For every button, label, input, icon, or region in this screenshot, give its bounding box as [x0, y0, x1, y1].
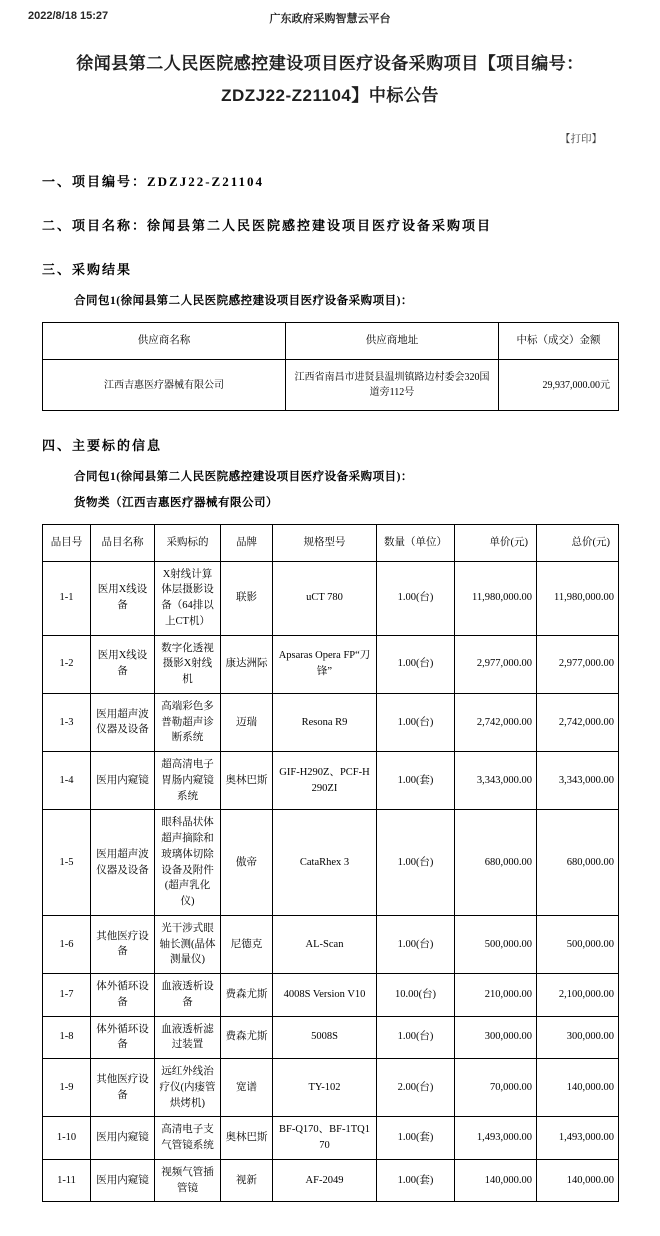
item-no-cell: 1-1 [43, 561, 91, 635]
quantity-cell: 1.00(台) [377, 561, 455, 635]
item-no-cell: 1-3 [43, 693, 91, 751]
item-name-cell: 医用X线设备 [91, 561, 155, 635]
contract-package-line-subject: 合同包1(徐闻县第二人民医院感控建设项目医疗设备采购项目)： [74, 471, 413, 484]
unit-price-cell: 210,000.00 [455, 974, 537, 1017]
item-name-cell: 医用X线设备 [91, 635, 155, 693]
total-price-cell: 2,977,000.00 [537, 635, 619, 693]
quantity-cell: 10.00(台) [377, 974, 455, 1017]
item-no-cell: 1-10 [43, 1117, 91, 1160]
spec-model-cell: uCT 780 [273, 561, 377, 635]
item-no-cell: 1-7 [43, 974, 91, 1017]
brand-cell: 宽谱 [221, 1059, 273, 1117]
procurement-target-cell: 远红外线治疗仪(内瘘管烘烤机) [155, 1059, 221, 1117]
spec-model-cell: TY-102 [273, 1059, 377, 1117]
procurement-target-cell: 眼科晶状体超声摘除和玻璃体切除设备及附件(超声乳化仪) [155, 810, 221, 916]
procurement-target-cell: 血液透析滤过装置 [155, 1016, 221, 1059]
items-header-row [43, 524, 619, 561]
procurement-target-cell: 高清电子支气管镜系统 [155, 1117, 221, 1160]
procurement-target-cell: 高端彩色多普勒超声诊断系统 [155, 693, 221, 751]
total-price-cell: 2,742,000.00 [537, 693, 619, 751]
item-row [43, 561, 619, 635]
section-project-number: 一、项目编号：ZDZJ22-Z21104 [42, 173, 265, 189]
item-row [43, 1016, 619, 1059]
col-spec-model: 规格型号 [273, 524, 377, 561]
item-no-cell: 1-8 [43, 1016, 91, 1059]
goods-category-line: 货物类（江西吉惠医疗器械有限公司） [74, 496, 278, 509]
total-price-cell: 500,000.00 [537, 915, 619, 973]
unit-price-cell: 70,000.00 [455, 1059, 537, 1117]
brand-cell: 费森尤斯 [221, 1016, 273, 1059]
unit-price-cell: 680,000.00 [455, 810, 537, 916]
col-award-amount: 中标（成交）金额 [499, 323, 619, 360]
section-project-name: 二、项目名称：徐闻县第二人民医院感控建设项目医疗设备采购项目 [42, 217, 493, 233]
item-row [43, 635, 619, 693]
quantity-cell: 1.00(台) [377, 915, 455, 973]
supplier-table [42, 322, 619, 411]
page-title: 徐闻县第二人民医院感控建设项目医疗设备采购项目【项目编号：ZDZJ22-Z21104】中标公告 [76, 54, 584, 106]
quantity-cell: 1.00(台) [377, 1016, 455, 1059]
unit-price-cell: 2,742,000.00 [455, 693, 537, 751]
quantity-cell: 1.00(套) [377, 752, 455, 810]
quantity-cell: 1.00(套) [377, 1159, 455, 1202]
item-row [43, 1059, 619, 1117]
spec-model-cell: CataRhex 3 [273, 810, 377, 916]
total-price-cell: 3,343,000.00 [537, 752, 619, 810]
col-quantity-unit: 数量（单位） [377, 524, 455, 561]
col-unit-price: 单价(元) [455, 524, 537, 561]
print-timestamp: 2022/8/18 15:27 [28, 10, 109, 22]
quantity-cell: 1.00(台) [377, 693, 455, 751]
col-total-price: 总价(元) [537, 524, 619, 561]
col-item-no: 品目号 [43, 524, 91, 561]
contract-package-line-result: 合同包1(徐闻县第二人民医院感控建设项目医疗设备采购项目)： [74, 295, 413, 308]
procurement-target-cell: 血液透析设备 [155, 974, 221, 1017]
item-name-cell: 体外循环设备 [91, 1016, 155, 1059]
print-header-bar [28, 10, 632, 26]
brand-cell: 迈瑞 [221, 693, 273, 751]
spec-model-cell: GIF-H290Z、PCF-H290ZI [273, 752, 377, 810]
procurement-target-cell: 数字化透视摄影X射线机 [155, 635, 221, 693]
brand-cell: 联影 [221, 561, 273, 635]
item-name-cell: 其他医疗设备 [91, 1059, 155, 1117]
item-name-cell: 医用内窥镜 [91, 1159, 155, 1202]
print-button[interactable]: 【打印】 [560, 132, 602, 145]
total-price-cell: 140,000.00 [537, 1159, 619, 1202]
spec-model-cell: Apsaras Opera FP“刀锋” [273, 635, 377, 693]
unit-price-cell: 1,493,000.00 [455, 1117, 537, 1160]
item-name-cell: 医用超声波仪器及设备 [91, 693, 155, 751]
col-brand: 品牌 [221, 524, 273, 561]
items-table [42, 524, 619, 1203]
brand-cell: 视新 [221, 1159, 273, 1202]
unit-price-cell: 140,000.00 [455, 1159, 537, 1202]
total-price-cell: 11,980,000.00 [537, 561, 619, 635]
unit-price-cell: 2,977,000.00 [455, 635, 537, 693]
col-supplier-name: 供应商名称 [43, 323, 286, 360]
total-price-cell: 680,000.00 [537, 810, 619, 916]
brand-cell: 傲帝 [221, 810, 273, 916]
platform-name: 广东政府采购智慧云平台 [269, 13, 391, 25]
procurement-target-cell: 光干涉式眼轴长测(晶体测量仪) [155, 915, 221, 973]
brand-cell: 康达洲际 [221, 635, 273, 693]
item-name-cell: 医用超声波仪器及设备 [91, 810, 155, 916]
col-procurement-target: 采购标的 [155, 524, 221, 561]
total-price-cell: 300,000.00 [537, 1016, 619, 1059]
item-no-cell: 1-5 [43, 810, 91, 916]
supplier-row [43, 360, 619, 411]
brand-cell: 费森尤斯 [221, 974, 273, 1017]
print-row [28, 129, 602, 147]
spec-model-cell: BF-Q170、BF-1TQ170 [273, 1117, 377, 1160]
item-no-cell: 1-4 [43, 752, 91, 810]
item-name-cell: 体外循环设备 [91, 974, 155, 1017]
col-item-name: 品目名称 [91, 524, 155, 561]
procurement-target-cell: X射线计算体层摄影设备（64排以上CT机） [155, 561, 221, 635]
item-row [43, 915, 619, 973]
item-name-cell: 医用内窥镜 [91, 752, 155, 810]
item-row [43, 974, 619, 1017]
section-main-subject-info: 四、主要标的信息 [42, 438, 163, 454]
item-name-cell: 其他医疗设备 [91, 915, 155, 973]
spec-model-cell: 5008S [273, 1016, 377, 1059]
spec-model-cell: Resona R9 [273, 693, 377, 751]
award-amount-cell: 29,937,000.00元 [499, 360, 619, 411]
unit-price-cell: 11,980,000.00 [455, 561, 537, 635]
col-supplier-address: 供应商地址 [286, 323, 499, 360]
brand-cell: 奥林巴斯 [221, 752, 273, 810]
total-price-cell: 1,493,000.00 [537, 1117, 619, 1160]
procurement-target-cell: 视频气管插管镜 [155, 1159, 221, 1202]
item-no-cell: 1-6 [43, 915, 91, 973]
spec-model-cell: AF-2049 [273, 1159, 377, 1202]
unit-price-cell: 3,343,000.00 [455, 752, 537, 810]
procurement-target-cell: 超高清电子胃肠内窥镜系统 [155, 752, 221, 810]
unit-price-cell: 300,000.00 [455, 1016, 537, 1059]
quantity-cell: 1.00(台) [377, 635, 455, 693]
item-no-cell: 1-2 [43, 635, 91, 693]
quantity-cell: 1.00(台) [377, 810, 455, 916]
brand-cell: 尼德克 [221, 915, 273, 973]
total-price-cell: 140,000.00 [537, 1059, 619, 1117]
item-name-cell: 医用内窥镜 [91, 1117, 155, 1160]
item-no-cell: 1-11 [43, 1159, 91, 1202]
section-procurement-result: 三、采购结果 [42, 261, 133, 277]
quantity-cell: 1.00(套) [377, 1117, 455, 1160]
announcement-body [42, 173, 618, 1203]
item-row [43, 1159, 619, 1202]
spec-model-cell: AL-Scan [273, 915, 377, 973]
total-price-cell: 2,100,000.00 [537, 974, 619, 1017]
spec-model-cell: 4008S Version V10 [273, 974, 377, 1017]
brand-cell: 奥林巴斯 [221, 1117, 273, 1160]
unit-price-cell: 500,000.00 [455, 915, 537, 973]
supplier-header-row [43, 323, 619, 360]
item-row [43, 752, 619, 810]
item-row [43, 1117, 619, 1160]
quantity-cell: 2.00(台) [377, 1059, 455, 1117]
item-row [43, 693, 619, 751]
supplier-address-cell: 江西省南昌市进贤县温圳镇路边村委会320国道旁112号 [286, 360, 499, 411]
supplier-name-cell: 江西吉惠医疗器械有限公司 [43, 360, 286, 411]
item-no-cell: 1-9 [43, 1059, 91, 1117]
